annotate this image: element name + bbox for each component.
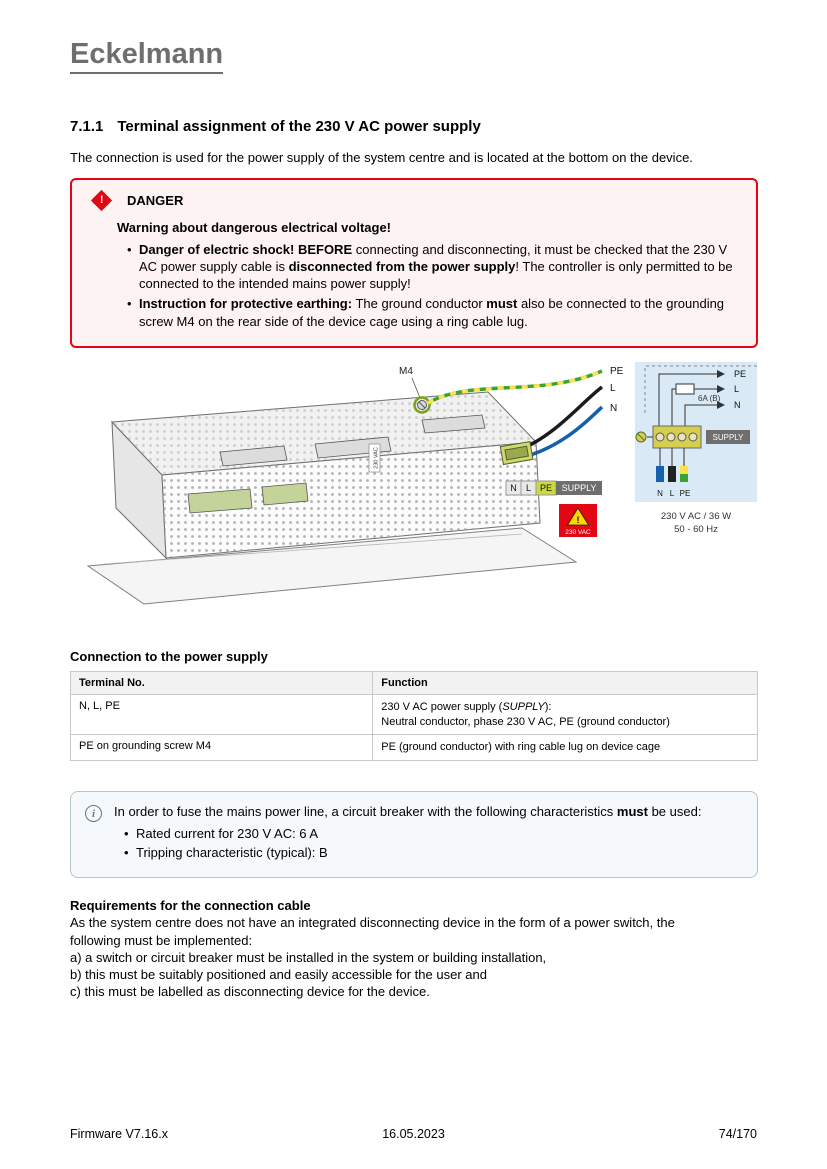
- schematic-l-label: L: [734, 383, 740, 394]
- schematic-wire-colors: [656, 466, 688, 482]
- requirements-heading: Requirements for the connection cable: [70, 898, 311, 914]
- svg-text:230 VAC: 230 VAC: [373, 446, 380, 469]
- schematic-pe-label: PE: [734, 368, 747, 379]
- terminal-cell: PE on grounding screw M4: [71, 735, 373, 761]
- danger-bullet: • Danger of electric shock! BEFORE connecting and disconnecting, it must be checked that the 230 V AC power supply cable is disconnected from the power supply! The controller is only permitted to be connected to the intended mains power supply!: [127, 241, 740, 292]
- function-line: PE (ground conductor) with ring cable lug on device cage: [381, 741, 661, 754]
- function-cell: [373, 694, 758, 735]
- footer-page-number: 74/170: [718, 1127, 757, 1141]
- table-header-row: [71, 671, 758, 694]
- fuse-rating-label: 6A (B): [698, 393, 721, 403]
- schematic-supply-label: SUPPLY: [712, 432, 744, 442]
- connection-heading: Connection to the power supply: [70, 648, 268, 664]
- sticker-voltage-text: 230 VAC: [565, 528, 591, 536]
- info-bullet: • Rated current for 230 V AC: 6 A: [124, 826, 701, 841]
- plug-strip-supply: SUPPLY: [561, 482, 597, 493]
- footer-date: 16.05.2023: [382, 1127, 445, 1141]
- danger-subtitle: Warning about dangerous electrical voltage!: [117, 220, 392, 235]
- section-number: 7.1.1: [70, 118, 104, 135]
- requirements-line: following must be implemented:: [70, 932, 253, 948]
- plug-strip-pe: PE: [539, 482, 553, 493]
- requirements-line: a) a switch or circuit breaker must be installed in the system or building installation,: [70, 949, 547, 965]
- device-illustration: [70, 358, 760, 630]
- rating-line2: 50 - 60 Hz: [674, 523, 718, 535]
- page-footer: [70, 1127, 757, 1141]
- requirements-paragraph: [70, 914, 758, 1000]
- info-icon: i: [85, 805, 102, 822]
- info-bullet-list: [124, 826, 701, 860]
- requirements-line: b) this must be suitably positioned and easily accessible for the user and: [70, 967, 487, 983]
- svg-text:!: !: [576, 514, 580, 525]
- rating-line1: 230 V AC / 36 W: [660, 510, 732, 522]
- schematic-bottom-n: N: [657, 488, 663, 498]
- schematic-bottom-l: L: [669, 488, 675, 498]
- danger-bullet-list: [127, 241, 740, 330]
- wiring-schematic: [635, 362, 757, 502]
- device-voltage-sticker: [369, 444, 380, 472]
- section-heading: [70, 118, 758, 135]
- info-admonition: [70, 791, 758, 878]
- pe-wire-label: PE: [610, 365, 624, 377]
- requirements-line: As the system centre does not have an integrated disconnecting device in the form of a power switch, the: [70, 915, 675, 931]
- info-text: In order to fuse the mains power line, a circuit breaker with the following characteristics must be used:: [114, 804, 702, 820]
- eckelmann-logo: Eckelmann: [70, 40, 223, 74]
- schematic-bottom-pe: PE: [679, 488, 691, 498]
- l-wire-label: L: [610, 382, 616, 394]
- m4-label: M4: [399, 365, 413, 377]
- requirements-line: c) this must be labelled as disconnecting device for the device.: [70, 984, 430, 1000]
- danger-diamond-icon: !: [91, 190, 112, 211]
- section-title: Terminal assignment of the 230 V AC power supply: [117, 118, 481, 135]
- plug-strip-n: N: [510, 482, 517, 493]
- intro-paragraph: The connection is used for the power supply of the system centre and is located at the bottom on the device.: [70, 150, 693, 165]
- table-row: [71, 735, 758, 761]
- fuse-symbol: [676, 384, 694, 394]
- danger-body: [117, 220, 740, 330]
- function-line: 230 V AC power supply (SUPPLY):: [381, 700, 552, 713]
- n-wire-label: N: [610, 402, 618, 414]
- danger-header: [90, 191, 740, 210]
- plug-strip-l: L: [525, 482, 532, 493]
- voltage-warning-sticker: [559, 504, 597, 537]
- schematic-terminal-block: [653, 426, 701, 448]
- power-supply-table: [70, 671, 758, 762]
- figure-terminal-assignment: [70, 358, 758, 635]
- function-line: Neutral conductor, phase 230 V AC, PE (ground conductor): [381, 715, 670, 728]
- info-content: [114, 804, 701, 864]
- plug-strip-label: [506, 481, 602, 495]
- footer-firmware-version: Firmware V7.16.x: [70, 1127, 168, 1141]
- danger-bullet: • Instruction for protective earthing: The ground conductor must also be connected to the grounding screw M4 on the rear side of the device cage using a ring cable lug.: [127, 295, 740, 329]
- info-bullet: • Tripping characteristic (typical): B: [124, 845, 701, 860]
- terminal-cell: N, L, PE: [71, 694, 373, 735]
- table-row: [71, 694, 758, 735]
- function-cell: [373, 735, 758, 761]
- danger-admonition: [70, 178, 758, 348]
- schematic-n-label: N: [734, 399, 741, 410]
- danger-title: DANGER: [127, 193, 184, 208]
- col-header-terminal: Terminal No.: [71, 671, 373, 694]
- col-header-function: Function: [373, 671, 758, 694]
